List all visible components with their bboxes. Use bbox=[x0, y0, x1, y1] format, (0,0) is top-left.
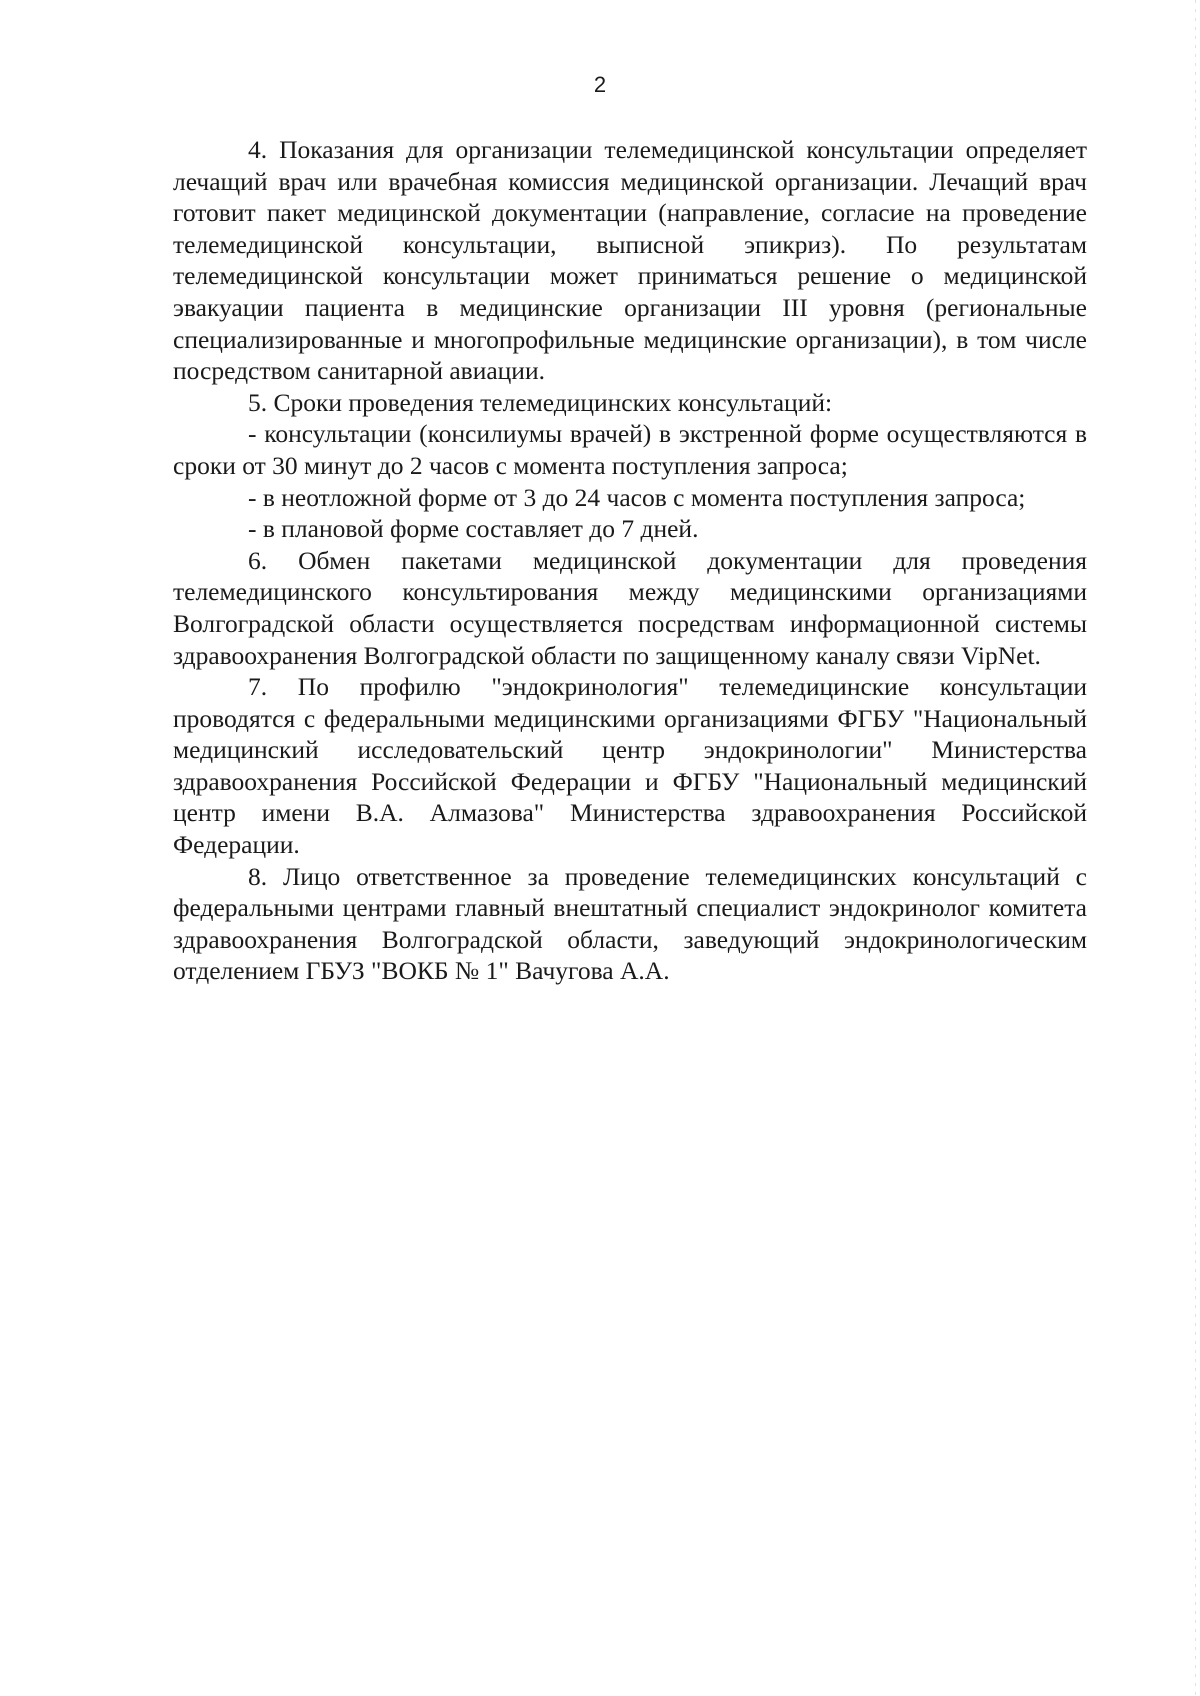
page-number: 2 bbox=[593, 72, 607, 97]
paragraph-7-endocrinology: 7. По профилю "эндокринология" телемедицинские консультации проводятся с федеральными медицинскими организациями ФГБУ "Национальный медицинский исследовательский центр эндокринологии" Министерства здравоохранения Российской Федерации и ФГБУ "Национальный медицинский центр имени В.А. Алмазова" Министерства здравоохранения Российской Федерации. bbox=[173, 672, 1087, 860]
paragraph-6-exchange: 6. Обмен пакетами медицинской документации для проведения телемедицинского консультирования между медицинскими организациями Волгоградской области осуществляется посредствам информационной системы здравоохранения Волгоградской области по защищенному каналу связи VipNet. bbox=[173, 545, 1087, 670]
document-body bbox=[173, 134, 1087, 987]
paragraph-4-indications: 4. Показания для организации телемедицинской консультации определяет лечащий врач или врачебная комиссия медицинской организации. Лечащий врач готовит пакет медицинской документации (направление, согласие на проведение телемедицинской консультации, выписной эпикриз). По результатам телемедицинской консультации может приниматься решение о медицинской эвакуации пациента в медицинские организации III уровня (региональные специализированные и многопрофильные медицинские организации), в том числе посредством санитарной авиации. bbox=[173, 135, 1087, 386]
paragraph-8-responsible: 8. Лицо ответственное за проведение телемедицинских консультаций с федеральными центрами главный внештатный специалист эндокринолог комитета здравоохранения Волгоградской области, заведующий эндокринологическим отделением ГБУЗ "ВОКБ № 1" Вачугова А.А. bbox=[173, 861, 1087, 986]
paragraph-5-deadlines: 5. Сроки проведения телемедицинских консультаций: bbox=[248, 387, 833, 417]
list-item-urgent: - в неотложной форме от 3 до 24 часов с момента поступления запроса; bbox=[248, 482, 1026, 512]
list-item-planned: - в плановой форме составляет до 7 дней. bbox=[248, 514, 699, 544]
scan-edge-mark bbox=[1195, 0, 1196, 1696]
list-item-emergency: - консультации (консилиумы врачей) в экстренной форме осуществляются в сроки от 30 минут до 2 часов с момента поступления запроса; bbox=[173, 419, 1087, 480]
